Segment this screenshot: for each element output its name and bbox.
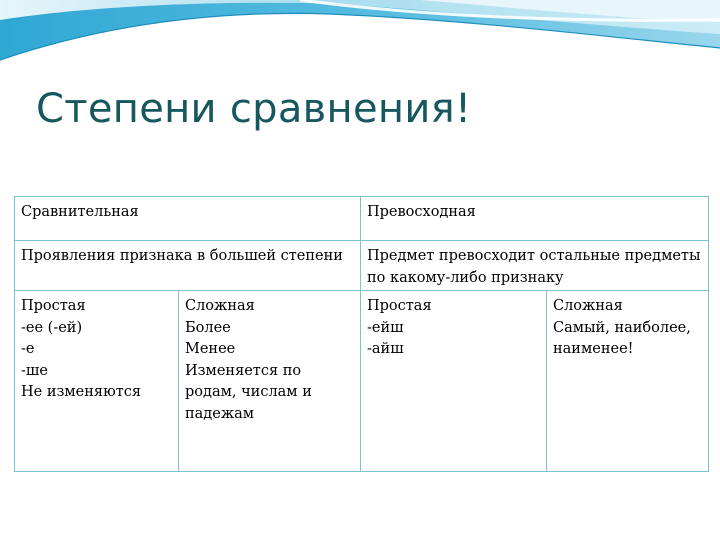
- table-header-row: [15, 197, 709, 241]
- comparative-compound-form: Сложная Более Менее Изменяется по родам, числам и падежам: [179, 291, 361, 472]
- definition-row: [15, 241, 709, 291]
- comparative-simple-form: Простая -ее (-ей) -е -ше Не изменяются: [15, 291, 179, 472]
- header-wave-decoration: [0, 0, 720, 90]
- superlative-compound-form: Сложная Самый, наиболее, наименее!: [547, 291, 709, 472]
- slide-title: Степени сравнения!: [36, 86, 472, 132]
- header-superlative: Превосходная: [361, 197, 709, 241]
- header-comparative: Сравнительная: [15, 197, 361, 241]
- definition-comparative: Проявления признака в большей степени: [15, 241, 361, 291]
- comparison-degrees-table: [14, 196, 709, 472]
- definition-superlative: Предмет превосходит остальные предметы по какому-либо признаку: [361, 241, 709, 291]
- superlative-simple-form: Простая -ейш -айш: [361, 291, 547, 472]
- forms-row: [15, 291, 709, 472]
